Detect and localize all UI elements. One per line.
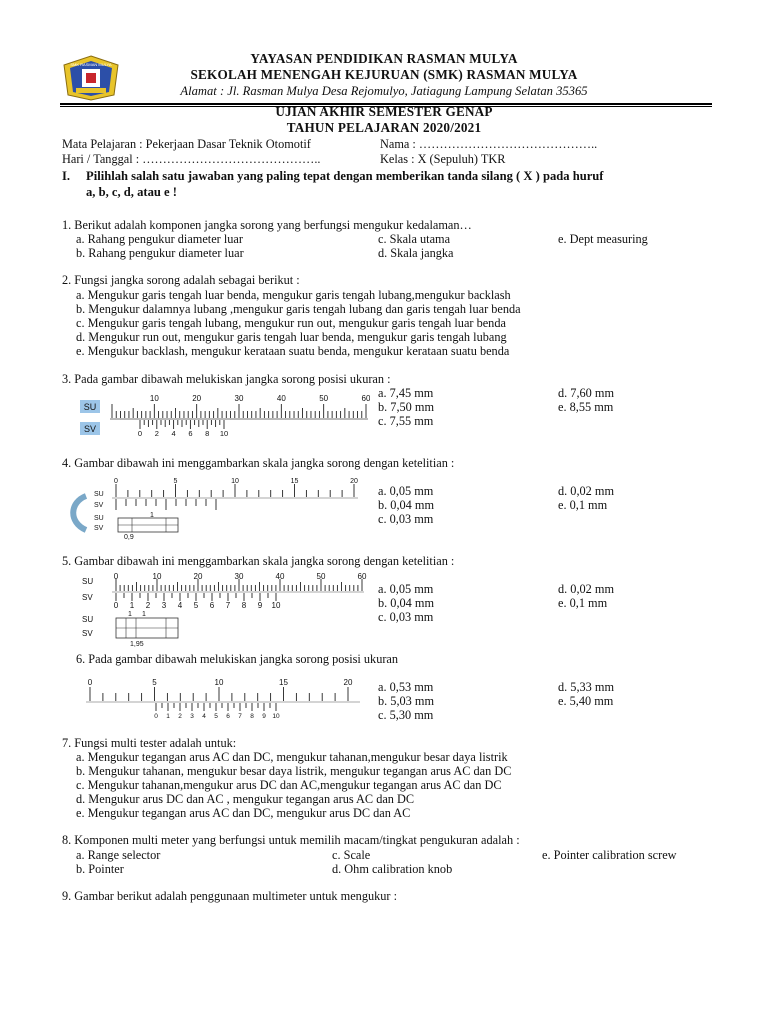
q5-vernier-scale-label: 1: [129, 601, 135, 610]
q3-caliper-image: [78, 390, 370, 440]
q5-main-scale-label: 30: [234, 572, 244, 581]
exam-title: UJIAN AKHIR SEMESTER GENAP: [275, 104, 493, 119]
question-1: 1. Berikut adalah komponen jangka sorong yang berfungsi mengukur kedalaman…: [62, 218, 472, 232]
q1-option-a[interactable]: a. Rahang pengukur diameter luar: [76, 232, 243, 246]
question-6: 6. Pada gambar dibawah melukiskan jangka sorong posisi ukuran: [76, 652, 399, 666]
question-8: 8. Komponen multi meter yang berfungsi untuk memilih macam/tingkat pengukuran adalah :: [62, 833, 520, 847]
q5-vernier-scale-label: 6: [209, 601, 215, 610]
q7-option-c[interactable]: c. Mengukur tahanan,mengukur arus DC dan AC,mengukur tegangan arus AC dan DC: [76, 778, 502, 792]
q6-vernier-scale-label: 4: [202, 713, 206, 720]
q1-option-b[interactable]: b. Rahang pengukur diameter luar: [76, 246, 244, 260]
subject-field: Mata Pelajaran : Pekerjaan Dasar Teknik Otomotif: [62, 137, 311, 151]
class-field: Kelas : X (Sepuluh) TKR: [380, 152, 506, 166]
q5-main-scale-label: 40: [275, 572, 285, 581]
q4-main-scale-label: 20: [350, 478, 358, 485]
q7-option-a[interactable]: a. Mengukur tegangan arus AC dan DC, mengukur tahanan,mengukur besar daya listrik: [76, 750, 508, 764]
q3-su-label: SU: [83, 402, 97, 412]
q3-option-c[interactable]: c. 7,55 mm: [378, 414, 434, 428]
q5-vernier-scale-label: 7: [225, 601, 231, 610]
q1-option-d[interactable]: d. Skala jangka: [378, 246, 454, 260]
question-5: 5. Gambar dibawah ini menggambarkan skala jangka sorong dengan ketelitian :: [62, 554, 455, 568]
q1-option-e[interactable]: e. Dept measuring: [558, 232, 648, 246]
date-field: Hari / Tanggal : ……………………………………..: [62, 152, 321, 166]
q6-main-scale-label: 15: [279, 678, 288, 687]
svg-text:SU: SU: [94, 515, 104, 522]
instruction-line-2: a, b, c, d, atau e !: [86, 185, 177, 199]
school-name: SEKOLAH MENENGAH KEJURUAN (SMK) RASMAN MULYA: [190, 67, 578, 82]
q4-main-scale-label: 15: [290, 478, 299, 485]
q6-vernier-scale-label: 9: [262, 713, 266, 720]
q5-main-scale-label: 10: [152, 572, 162, 581]
q3-main-scale-label: 60: [361, 394, 370, 403]
q3-option-d[interactable]: d. 7,60 mm: [558, 386, 615, 400]
q4-main-scale-label: 10: [231, 478, 239, 485]
q4-su-label: SU: [94, 491, 104, 498]
q2-option-d[interactable]: d. Mengukur run out, mengukur garis tengah luar benda, mengukur garis tengah lubang: [76, 330, 507, 344]
question-4: 4. Gambar dibawah ini menggambarkan skala jangka sorong dengan ketelitian :: [62, 456, 455, 470]
q3-vernier-scale-label: 2: [154, 429, 159, 438]
q2-option-a[interactable]: a. Mengukur garis tengah luar benda, mengukur garis tengah lubang,mengukur backlash: [76, 288, 511, 302]
q5-vernier-scale-label: 3: [161, 601, 167, 610]
q6-vernier-scale-label: 3: [190, 713, 194, 720]
svg-text:SMK RASMAN MULYA: SMK RASMAN MULYA: [70, 62, 112, 67]
q5-vernier-scale-label: 8: [241, 601, 247, 610]
q2-option-e[interactable]: e. Mengukur backlash, mengukur kerataan suatu benda, mengukur kerataan suatu benda: [76, 344, 510, 358]
q6-main-scale-label: 0: [87, 678, 93, 687]
q5-option-e[interactable]: e. 0,1 mm: [558, 596, 608, 610]
q6-main-scale-label: 10: [214, 678, 224, 687]
q4-caliper-image: [66, 474, 366, 542]
q5-option-b[interactable]: b. 0,04 mm: [378, 596, 435, 610]
q6-vernier-scale-label: 8: [250, 713, 254, 720]
q6-vernier-scale-label: 2: [178, 713, 182, 720]
q4-option-e[interactable]: e. 0,1 mm: [558, 498, 608, 512]
q6-vernier-scale-label: 10: [272, 713, 280, 720]
q6-main-scale-label: 5: [152, 678, 157, 687]
q5-inset-bottom: 1,95: [130, 641, 144, 648]
school-address: Alamat : Jl. Rasman Mulya Desa Rejomulyo, Jatiagung Lampung Selatan 35365: [180, 84, 588, 98]
foundation-name: YAYASAN PENDIDIKAN RASMAN MULYA: [250, 51, 518, 66]
q2-option-c[interactable]: c. Mengukur garis tengah lubang, mengukur run out, mengukur garis tengah luar benda: [76, 316, 506, 330]
q3-main-scale-label: 40: [276, 394, 286, 403]
q6-option-c[interactable]: c. 5,30 mm: [378, 708, 434, 722]
question-3: 3. Pada gambar dibawah melukiskan jangka sorong posisi ukuran :: [62, 372, 391, 386]
q5-sv-label: SV: [82, 593, 93, 602]
q6-vernier-scale-label: 0: [154, 713, 158, 720]
q4-option-c[interactable]: c. 0,03 mm: [378, 512, 434, 526]
q3-vernier-scale-label: 0: [137, 429, 143, 438]
q8-option-b[interactable]: b. Pointer: [76, 862, 124, 876]
q8-option-d[interactable]: d. Ohm calibration knob: [332, 862, 453, 876]
q4-main-scale-label: 5: [173, 478, 178, 485]
svg-text:SU: SU: [82, 615, 94, 624]
q4-option-b[interactable]: b. 0,04 mm: [378, 498, 435, 512]
q1-option-c[interactable]: c. Skala utama: [378, 232, 451, 246]
q4-option-a[interactable]: a. 0,05 mm: [378, 484, 434, 498]
q5-main-scale-label: 60: [357, 572, 367, 581]
q3-vernier-scale-label: 8: [205, 429, 210, 438]
q4-inset-top: 1: [150, 512, 154, 519]
q3-option-a[interactable]: a. 7,45 mm: [378, 386, 434, 400]
question-9: 9. Gambar berikut adalah penggunaan multimeter untuk mengukur :: [62, 889, 397, 903]
q6-vernier-scale-label: 5: [214, 713, 218, 720]
q6-vernier-scale-label: 7: [238, 713, 242, 720]
q6-option-a[interactable]: a. 0,53 mm: [378, 680, 434, 694]
q8-option-a[interactable]: a. Range selector: [76, 848, 161, 862]
q3-sv-label: SV: [83, 424, 97, 434]
q5-main-scale-label: 0: [113, 572, 119, 581]
q2-option-b[interactable]: b. Mengukur dalamnya lubang ,mengukur garis tengah lubang dan garis tengah luar benda: [76, 302, 521, 316]
q4-option-d[interactable]: d. 0,02 mm: [558, 484, 615, 498]
q3-vernier-scale-label: 4: [171, 429, 176, 438]
q5-vernier-scale-label: 0: [113, 601, 119, 610]
q3-option-e[interactable]: e. 8,55 mm: [558, 400, 614, 414]
q5-option-d[interactable]: d. 0,02 mm: [558, 582, 615, 596]
svg-text:1: 1: [128, 611, 132, 618]
q5-caliper-image: [80, 570, 370, 648]
svg-text:SV: SV: [82, 629, 93, 638]
q6-option-e[interactable]: e. 5,40 mm: [558, 694, 614, 708]
q6-vernier-scale-label: 6: [226, 713, 230, 720]
q6-option-d[interactable]: d. 5,33 mm: [558, 680, 615, 694]
q5-vernier-scale-label: 2: [145, 601, 151, 610]
q5-main-scale-label: 20: [193, 572, 203, 581]
q7-option-b[interactable]: b. Mengukur tahanan, mengukur besar daya listrik, mengukur tegangan arus AC dan DC: [76, 764, 512, 778]
q3-main-scale-label: 10: [149, 394, 159, 403]
q5-vernier-scale-label: 9: [257, 601, 263, 610]
q4-sv-label: SV: [94, 502, 104, 509]
q7-option-e[interactable]: e. Mengukur tegangan arus AC dan DC, mengukur arus DC dan AC: [76, 806, 411, 820]
q5-su-label: SU: [82, 577, 94, 586]
q5-vernier-scale-label: 4: [177, 601, 183, 610]
instruction-line-1: Pilihlah salah satu jawaban yang paling tepat dengan memberikan tanda silang ( X ) pada huruf: [86, 169, 604, 183]
q6-main-scale-label: 20: [343, 678, 353, 687]
student-name-field: Nama : ……………………………………..: [380, 137, 598, 151]
q4-main-scale-label: 0: [114, 478, 118, 485]
q4-inset-bottom: 0,9: [124, 534, 134, 541]
q6-option-b[interactable]: b. 5,03 mm: [378, 694, 435, 708]
q3-vernier-scale-label: 10: [219, 429, 229, 438]
section-number: I.: [62, 169, 71, 183]
q3-main-scale-label: 30: [234, 394, 244, 403]
question-7: 7. Fungsi multi tester adalah untuk:: [62, 736, 237, 750]
q5-option-c[interactable]: c. 0,03 mm: [378, 610, 434, 624]
q6-vernier-scale-label: 1: [166, 713, 170, 720]
q5-inset-top: 1: [142, 611, 146, 618]
q8-option-e[interactable]: e. Pointer calibration screw: [542, 848, 677, 862]
q8-option-c[interactable]: c. Scale: [332, 848, 371, 862]
q5-vernier-scale-label: 5: [193, 601, 199, 610]
q7-option-d[interactable]: d. Mengukur arus DC dan AC , mengukur tegangan arus AC dan DC: [76, 792, 415, 806]
svg-text:SV: SV: [94, 525, 104, 532]
q5-vernier-scale-label: 10: [271, 601, 281, 610]
q3-vernier-scale-label: 6: [188, 429, 193, 438]
q5-main-scale-label: 50: [316, 572, 326, 581]
q3-option-b[interactable]: b. 7,50 mm: [378, 400, 435, 414]
q5-option-a[interactable]: a. 0,05 mm: [378, 582, 434, 596]
q6-caliper-image: [80, 676, 370, 720]
academic-year: TAHUN PELAJARAN 2020/2021: [286, 120, 482, 135]
q3-main-scale-label: 50: [319, 394, 329, 403]
q3-main-scale-label: 20: [192, 394, 202, 403]
question-2: 2. Fungsi jangka sorong adalah sebagai berikut :: [62, 273, 300, 287]
